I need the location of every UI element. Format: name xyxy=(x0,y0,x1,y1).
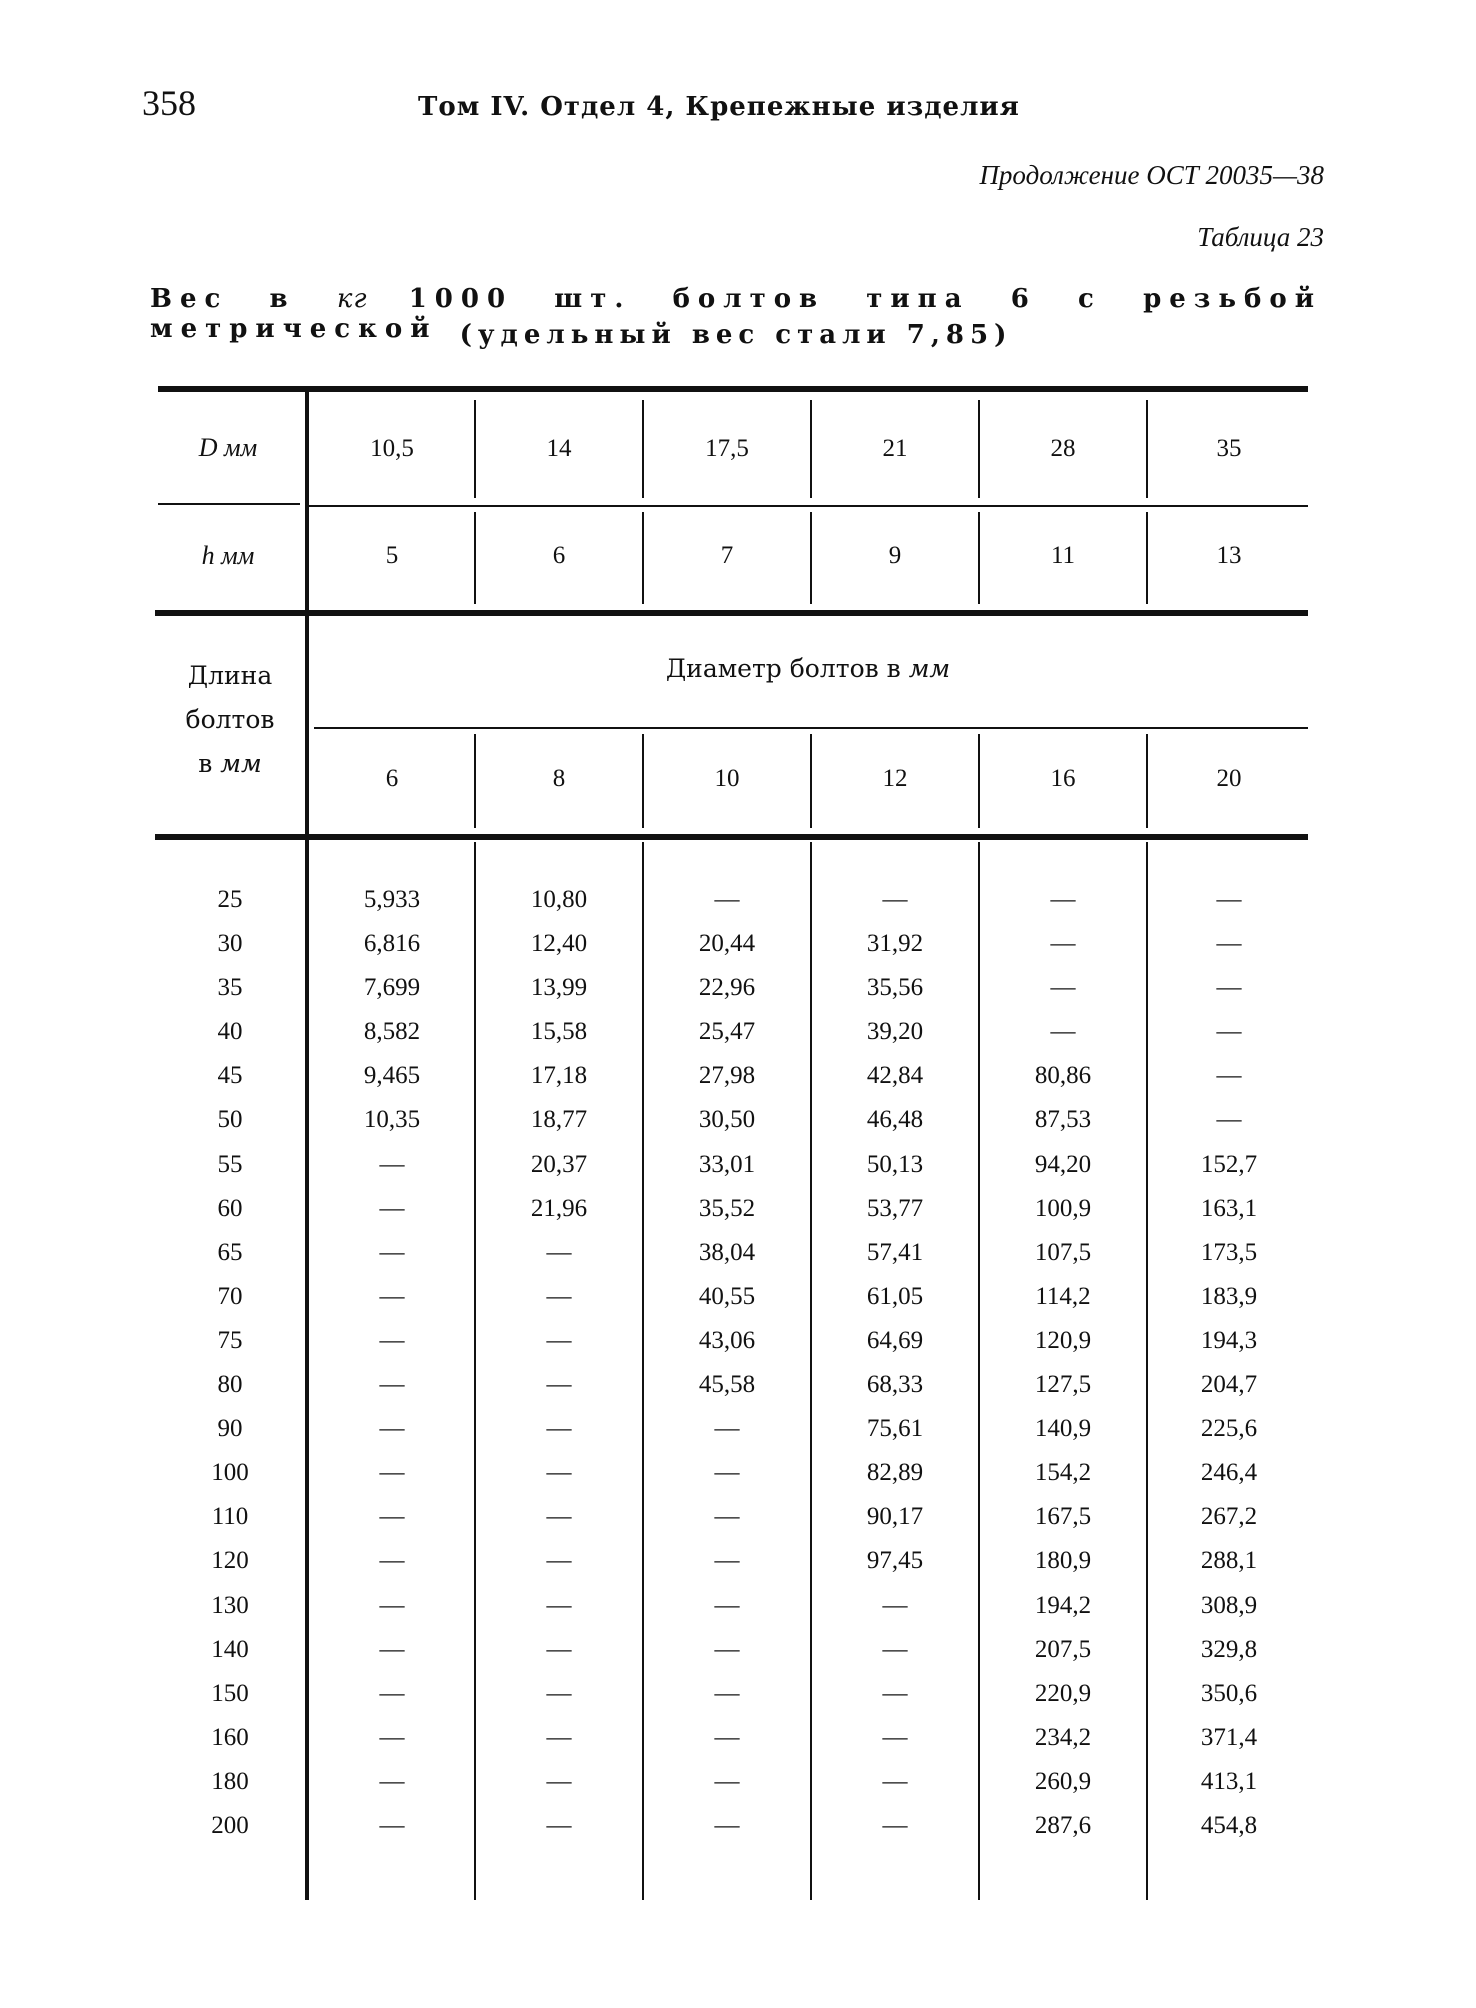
weight-cell: — xyxy=(1050,974,1076,1002)
weight-cell: — xyxy=(379,1679,405,1707)
weight-cell: 194,2 xyxy=(1034,1591,1092,1619)
diameter-label-unit: мм xyxy=(908,654,951,683)
weight-cell: — xyxy=(379,1459,405,1487)
weight-cell: 22,96 xyxy=(698,974,756,1002)
row-length: 65 xyxy=(217,1238,243,1266)
weight-cell: — xyxy=(546,1635,572,1663)
weight-cell: 454,8 xyxy=(1200,1811,1258,1839)
weight-cell: 6,816 xyxy=(363,930,421,958)
table-label: Таблица 23 xyxy=(1197,222,1324,252)
weight-cell: — xyxy=(882,1723,908,1751)
row-length: 180 xyxy=(211,1767,249,1795)
weight-cell: 267,2 xyxy=(1200,1503,1258,1531)
weight-cell: 8,582 xyxy=(363,1018,421,1046)
weight-cell: — xyxy=(379,1811,405,1839)
h-value: 6 xyxy=(552,542,566,569)
weight-cell: 225,6 xyxy=(1200,1415,1258,1443)
row-length: 80 xyxy=(217,1371,243,1399)
weight-cell: 100,9 xyxy=(1034,1194,1092,1222)
length-label-prefix: в xyxy=(198,749,213,778)
weight-cell: 140,9 xyxy=(1034,1415,1092,1443)
weight-cell: 87,53 xyxy=(1034,1106,1092,1134)
weight-cell: 163,1 xyxy=(1200,1194,1258,1222)
weight-cell: — xyxy=(546,1811,572,1839)
row-length: 45 xyxy=(217,1062,243,1090)
weight-cell: 350,6 xyxy=(1200,1679,1258,1707)
diameter-heading: 12 xyxy=(882,765,908,792)
weight-cell: — xyxy=(882,886,908,913)
weight-cell: 82,89 xyxy=(866,1459,924,1487)
weight-cell: — xyxy=(546,1415,572,1443)
row-length: 100 xyxy=(211,1459,249,1487)
weight-cell: — xyxy=(1216,1062,1242,1090)
weight-cell: 80,86 xyxy=(1034,1062,1092,1090)
weight-cell: — xyxy=(546,1326,572,1354)
weight-cell: 30,50 xyxy=(698,1106,756,1134)
row-length: 90 xyxy=(217,1415,243,1443)
weight-cell: — xyxy=(379,1503,405,1531)
weight-cell: 75,61 xyxy=(866,1415,924,1443)
row-length: 75 xyxy=(217,1326,243,1354)
length-column xyxy=(160,878,300,1848)
weight-cell: 287,6 xyxy=(1034,1811,1092,1839)
row-length: 55 xyxy=(217,1150,243,1178)
caption-prefix: Вес в xyxy=(150,284,296,314)
weight-cell: — xyxy=(714,1415,740,1443)
weight-cell: — xyxy=(379,1635,405,1663)
weight-cell: 207,5 xyxy=(1034,1635,1092,1663)
weight-cell: — xyxy=(546,1459,572,1487)
diameter-heading: 10 xyxy=(714,765,740,792)
weight-cell: — xyxy=(546,1282,572,1310)
weight-cell: 194,3 xyxy=(1200,1326,1258,1354)
weight-cell: — xyxy=(714,1767,740,1795)
length-label-unit: мм xyxy=(220,749,262,778)
weight-cell: 46,48 xyxy=(866,1106,924,1134)
weight-cell: 15,58 xyxy=(530,1018,588,1046)
row-length: 160 xyxy=(211,1723,249,1751)
weight-cell: 94,20 xyxy=(1034,1150,1092,1178)
weight-cell: 371,4 xyxy=(1200,1723,1258,1751)
h-value: 11 xyxy=(1050,542,1076,569)
weight-cell: 64,69 xyxy=(866,1326,924,1354)
weight-cell: — xyxy=(546,1503,572,1531)
h-row-bottom-rule xyxy=(155,610,1308,616)
weight-cell: 308,9 xyxy=(1200,1591,1258,1619)
weight-cell: — xyxy=(882,1767,908,1795)
weight-cell: — xyxy=(882,1635,908,1663)
weight-cell: 5,933 xyxy=(363,886,421,913)
d-value: 21 xyxy=(882,435,908,462)
weight-cell: — xyxy=(379,1415,405,1443)
weight-cell: 288,1 xyxy=(1200,1547,1258,1575)
weight-cell: — xyxy=(379,1723,405,1751)
row-length: 30 xyxy=(217,930,243,958)
weight-cell: — xyxy=(714,886,740,913)
weight-cell: — xyxy=(379,1547,405,1575)
row-length: 200 xyxy=(211,1811,249,1839)
weight-cell: — xyxy=(1216,974,1242,1002)
weight-cell: 127,5 xyxy=(1034,1371,1092,1399)
diameter-label-rule xyxy=(314,727,1308,729)
weight-cell: 154,2 xyxy=(1034,1459,1092,1487)
length-column-label xyxy=(160,654,300,786)
weight-cell: 167,5 xyxy=(1034,1503,1092,1531)
weight-cell: 53,77 xyxy=(866,1194,924,1222)
d-value: 14 xyxy=(546,435,572,462)
weight-cell: — xyxy=(714,1811,740,1839)
table-caption-line-2: (удельный вес стали 7,85) xyxy=(459,320,1013,350)
weight-cell: — xyxy=(546,1767,572,1795)
weight-cell: 13,99 xyxy=(530,974,588,1002)
weight-cell: — xyxy=(546,1679,572,1707)
diameter-heading: 8 xyxy=(552,765,566,792)
weight-cell: — xyxy=(546,1238,572,1266)
caption-rest: 1000 шт. болтов типа 6 с резьбой метрической xyxy=(150,284,1323,344)
weight-cell: 152,7 xyxy=(1200,1150,1258,1178)
weight-cell: — xyxy=(882,1591,908,1619)
weight-cell: — xyxy=(714,1679,740,1707)
stub-divider xyxy=(305,392,309,1900)
running-head: Том IV. Отдел 4, Крепежные изделия xyxy=(418,92,1020,122)
weight-cell: 10,35 xyxy=(363,1106,421,1134)
weight-cell: — xyxy=(882,1679,908,1707)
page-number: 358 xyxy=(142,83,196,123)
weight-cell: — xyxy=(1216,930,1242,958)
weight-cell: 20,44 xyxy=(698,930,756,958)
weight-cell: — xyxy=(379,1371,405,1399)
row-length: 120 xyxy=(211,1547,249,1575)
d-value: 10,5 xyxy=(370,435,414,462)
weight-cell: 120,9 xyxy=(1034,1326,1092,1354)
weight-cell: 25,47 xyxy=(698,1018,756,1046)
diameter-label-prefix: Диаметр болтов в xyxy=(665,654,901,683)
row-length: 70 xyxy=(217,1282,243,1310)
diameter-6-column xyxy=(310,878,474,1848)
row-length: 25 xyxy=(217,886,243,913)
weight-cell: — xyxy=(546,1591,572,1619)
weight-cell: 20,37 xyxy=(530,1150,588,1178)
weight-cell: 173,5 xyxy=(1200,1238,1258,1266)
h-value: 7 xyxy=(720,542,734,569)
length-label-line xyxy=(160,742,300,786)
table-top-rule xyxy=(158,386,1308,392)
weight-cell: — xyxy=(379,1238,405,1266)
weight-cell: 40,55 xyxy=(698,1282,756,1310)
weight-cell: 21,96 xyxy=(530,1194,588,1222)
weight-cell: 180,9 xyxy=(1034,1547,1092,1575)
weight-cell: — xyxy=(379,1326,405,1354)
weight-cell: — xyxy=(714,1635,740,1663)
weight-cell: 413,1 xyxy=(1200,1767,1258,1795)
diameter-10-column xyxy=(644,878,810,1848)
weight-cell: 260,9 xyxy=(1034,1767,1092,1795)
weight-cell: — xyxy=(546,1723,572,1751)
weight-cell: — xyxy=(1050,886,1076,913)
d-value: 17,5 xyxy=(705,435,749,462)
weight-cell: 42,84 xyxy=(866,1062,924,1090)
weight-cell: 183,9 xyxy=(1200,1282,1258,1310)
diameter-heading: 20 xyxy=(1216,765,1242,792)
weight-cell: — xyxy=(1216,886,1242,913)
weight-cell: 35,52 xyxy=(698,1194,756,1222)
weight-cell: 9,465 xyxy=(363,1062,421,1090)
continuation-note: Продолжение ОСТ 20035—38 xyxy=(979,160,1324,190)
weight-cell: — xyxy=(379,1591,405,1619)
weight-cell: 10,80 xyxy=(530,886,588,913)
caption-unit: кг xyxy=(336,284,368,314)
weight-cell: — xyxy=(379,1194,405,1222)
weight-cell: 33,01 xyxy=(698,1150,756,1178)
weight-cell: 31,92 xyxy=(866,930,924,958)
weight-cell: — xyxy=(546,1371,572,1399)
weight-cell: 220,9 xyxy=(1034,1679,1092,1707)
diameter-12-column xyxy=(812,878,978,1848)
weight-cell: — xyxy=(714,1591,740,1619)
h-value: 5 xyxy=(385,542,399,569)
row-length: 150 xyxy=(211,1679,249,1707)
weight-cell: — xyxy=(882,1811,908,1839)
row-length: 140 xyxy=(211,1635,249,1663)
row-length: 60 xyxy=(217,1194,243,1222)
weight-cell: 7,699 xyxy=(363,974,421,1002)
diameter-header-label xyxy=(308,654,1308,683)
diameter-heading: 6 xyxy=(385,765,399,792)
weight-cell: 90,17 xyxy=(866,1503,924,1531)
weight-cell: 329,8 xyxy=(1200,1635,1258,1663)
d-row-bottom-rule-left xyxy=(158,503,300,505)
weight-cell: 61,05 xyxy=(866,1282,924,1310)
length-label-line: Длина xyxy=(187,661,273,690)
weight-cell: 35,56 xyxy=(866,974,924,1002)
d-value: 35 xyxy=(1216,435,1242,462)
h-value: 13 xyxy=(1216,542,1242,569)
weight-cell: 50,13 xyxy=(866,1150,924,1178)
row-length: 130 xyxy=(211,1591,249,1619)
weight-cell: 234,2 xyxy=(1034,1723,1092,1751)
length-label-line: болтов xyxy=(185,705,275,734)
weight-cell: 17,18 xyxy=(530,1062,588,1090)
weight-cell: 27,98 xyxy=(698,1062,756,1090)
weight-cell: 39,20 xyxy=(866,1018,924,1046)
weight-cell: 45,58 xyxy=(698,1371,756,1399)
diameter-heading: 16 xyxy=(1050,765,1076,792)
weight-cell: 246,4 xyxy=(1200,1459,1258,1487)
weight-cell: — xyxy=(379,1150,405,1178)
h-row-label: h мм xyxy=(201,541,255,570)
weight-cell: 97,45 xyxy=(866,1547,924,1575)
weight-cell: 107,5 xyxy=(1034,1238,1092,1266)
h-value: 9 xyxy=(888,542,902,569)
weight-cell: — xyxy=(714,1723,740,1751)
weight-cell: — xyxy=(1216,1106,1242,1134)
weight-cell: — xyxy=(1216,1018,1242,1046)
weight-cell: 114,2 xyxy=(1035,1282,1091,1310)
weight-cell: 38,04 xyxy=(698,1238,756,1266)
weight-cell: — xyxy=(1050,930,1076,958)
d-value: 28 xyxy=(1050,435,1076,462)
row-length: 35 xyxy=(217,974,243,1002)
d-row-bottom-rule xyxy=(308,505,1308,507)
weight-cell: — xyxy=(546,1547,572,1575)
weight-cell: 68,33 xyxy=(866,1371,924,1399)
header-bottom-rule xyxy=(155,834,1308,840)
weight-cell: — xyxy=(379,1282,405,1310)
weight-cell: — xyxy=(714,1547,740,1575)
weight-cell: 57,41 xyxy=(866,1238,924,1266)
weight-cell: 12,40 xyxy=(530,930,588,958)
weight-cell: 18,77 xyxy=(530,1106,588,1134)
diameter-8-column xyxy=(476,878,642,1848)
weight-cell: — xyxy=(714,1503,740,1531)
weight-cell: 204,7 xyxy=(1200,1371,1258,1399)
row-length: 40 xyxy=(217,1018,243,1046)
weight-cell: — xyxy=(714,1459,740,1487)
diameter-20-column xyxy=(1148,878,1310,1848)
row-length: 50 xyxy=(217,1106,243,1134)
d-row-label: D мм xyxy=(198,433,258,462)
weight-cell: — xyxy=(1050,1018,1076,1046)
diameter-16-column xyxy=(980,878,1146,1848)
weight-cell: 43,06 xyxy=(698,1326,756,1354)
row-length: 110 xyxy=(211,1503,249,1531)
weight-cell: — xyxy=(379,1767,405,1795)
